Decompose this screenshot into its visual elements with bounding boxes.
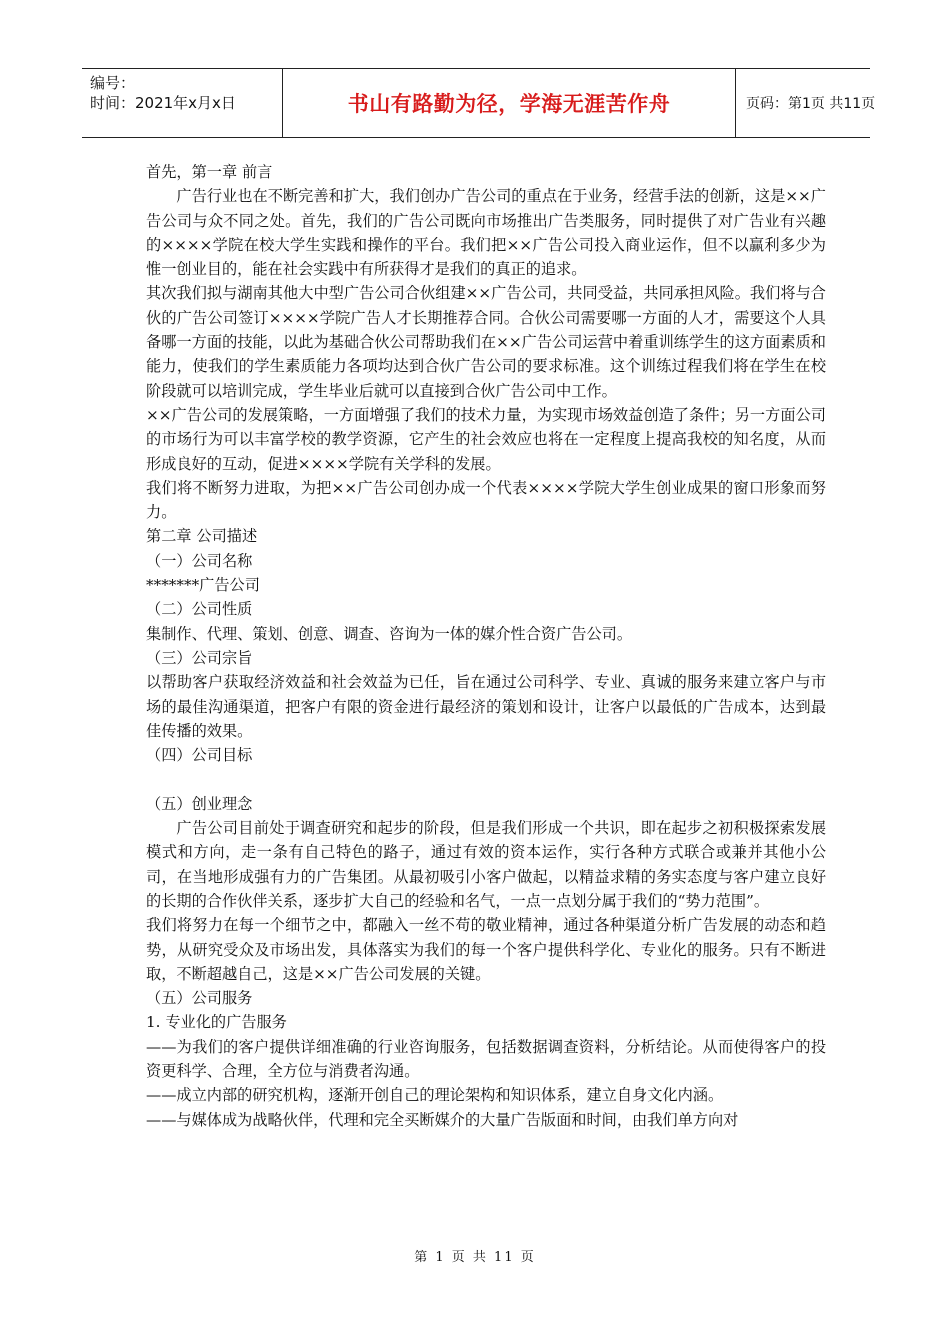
chapter-one-heading: 首先，第一章 前言 [146,163,273,181]
company-name: *******广告公司 [146,576,260,595]
document-number-label: 编号： [90,74,136,92]
paragraph: ——为我们的客户提供详细准确的行业咨询服务，包括数据调查资料，分析结论。从而使得客户的投资更科学、合理，全方位与消费者沟通。 [146,1037,826,1080]
paragraph: ——与媒体成为战略伙伴，代理和完全买断媒介的大量广告版面和时间，由我们单方向对 [146,1110,739,1129]
chapter-two-heading: 第二章 公司描述 [146,527,258,546]
document-date: 时间：2021年x月x日 [90,94,236,112]
section-heading: （三）公司宗旨 [146,648,253,667]
header-motto: 书山有路勤为径，学海无涯苦作舟 [347,92,671,116]
paragraph: ××广告公司的发展策略，一方面增强了我们的技术力量，为实现市场效益创造了条件；另一方面公司的市场行为可以丰富学校的教学资源，它产生的社会效应也将在一定程度上提高我校的知名度，从而形成良好的互动，促进××××学院有关学科的发展。 [146,405,826,473]
paragraph: 我们将不断努力进取，为把××广告公司创办成一个代表××××学院大学生创业成果的窗口形象而努力。 [146,478,826,522]
page-header [82,68,876,138]
document-body [146,160,826,1132]
section-heading: （二）公司性质 [146,600,253,619]
header-page-info: 页码：第1页 共11页 [746,96,876,112]
section-heading: （五）创业理念 [146,794,253,813]
header-motto-cell [282,69,736,137]
paragraph: 广告公司目前处于调查研究和起步的阶段，但是我们形成一个共识，即在起步之初积极探索发展模式和方向，走一条有自己特色的路子，通过有效的资本运作，实行各种方式联合或兼并其他小公司，在当地形成强有力的广告集团。从最初吸引小客户做起，以精益求精的务实态度与客户建立良好的长期的合作伙伴关系，逐步扩大自己的经验和名气，一点一点划分属于我们的“势力范围”。 [146,819,826,910]
paragraph: 广告行业也在不断完善和扩大，我们创办广告公司的重点在于业务，经营手法的创新，这是××广告公司与众不同之处。首先，我们的广告公司既向市场推出广告类服务，同时提供了对广告业有兴趣的××××学院在校大学生实践和操作的平台。我们把××广告公司投入商业运作，但不以赢利多少为惟一创业目的，能在社会实践中有所获得才是我们的真正的追求。 [146,187,826,279]
section-heading: （五）公司服务 [146,989,253,1008]
paragraph: 以帮助客户获取经济效益和社会效益为已任，旨在通过公司科学、专业、真诚的服务来建立客户与市场的最佳沟通渠道，把客户有限的资金进行最经济的策划和设计，让客户以最低的广告成本，达到最佳传播的效果。 [146,673,826,740]
header-page-info-cell [736,69,880,137]
header-meta [82,69,282,137]
section-heading: （四）公司目标 [146,746,253,765]
blank-line [146,767,826,791]
paragraph: 集制作、代理、策划、创意、调查、咨询为一体的媒介性合资广告公司。 [146,624,632,643]
list-item-heading: 1. 专业化的广告服务 [146,1013,287,1032]
paragraph: ——成立内部的研究机构，逐渐开创自己的理论架构和知识体系，建立自身文化内涵。 [146,1086,724,1105]
section-heading: （一）公司名称 [146,551,253,570]
paragraph: 其次我们拟与湖南其他大中型广告公司合伙组建××广告公司，共同受益，共同承担风险。我们将与合伙的广告公司签订××××学院广告人才长期推荐合同。合伙公司需要哪一方面的人才，需要这个人具备哪一方面的技能，以此为基础合伙公司帮助我们在××广告公司运营中着重训练学生的这方面素质和能力，使我们的学生素质能力各项均达到合伙广告公司的要求标准。这个训练过程我们将在学生在校阶段就可以培训完成，学生毕业后就可以直接到合伙广告公司中工作。 [146,284,826,400]
paragraph: 我们将努力在每一个细节之中，都融入一丝不苟的敬业精神，通过各种渠道分析广告发展的动态和趋势，从研究受众及市场出发，具体落实为我们的每一个客户提供科学化、专业化的服务。只有不断进取，不断超越自己，这是××广告公司发展的关键。 [146,916,826,983]
page-footer: 第 1 页 共 11 页 [414,1250,536,1265]
